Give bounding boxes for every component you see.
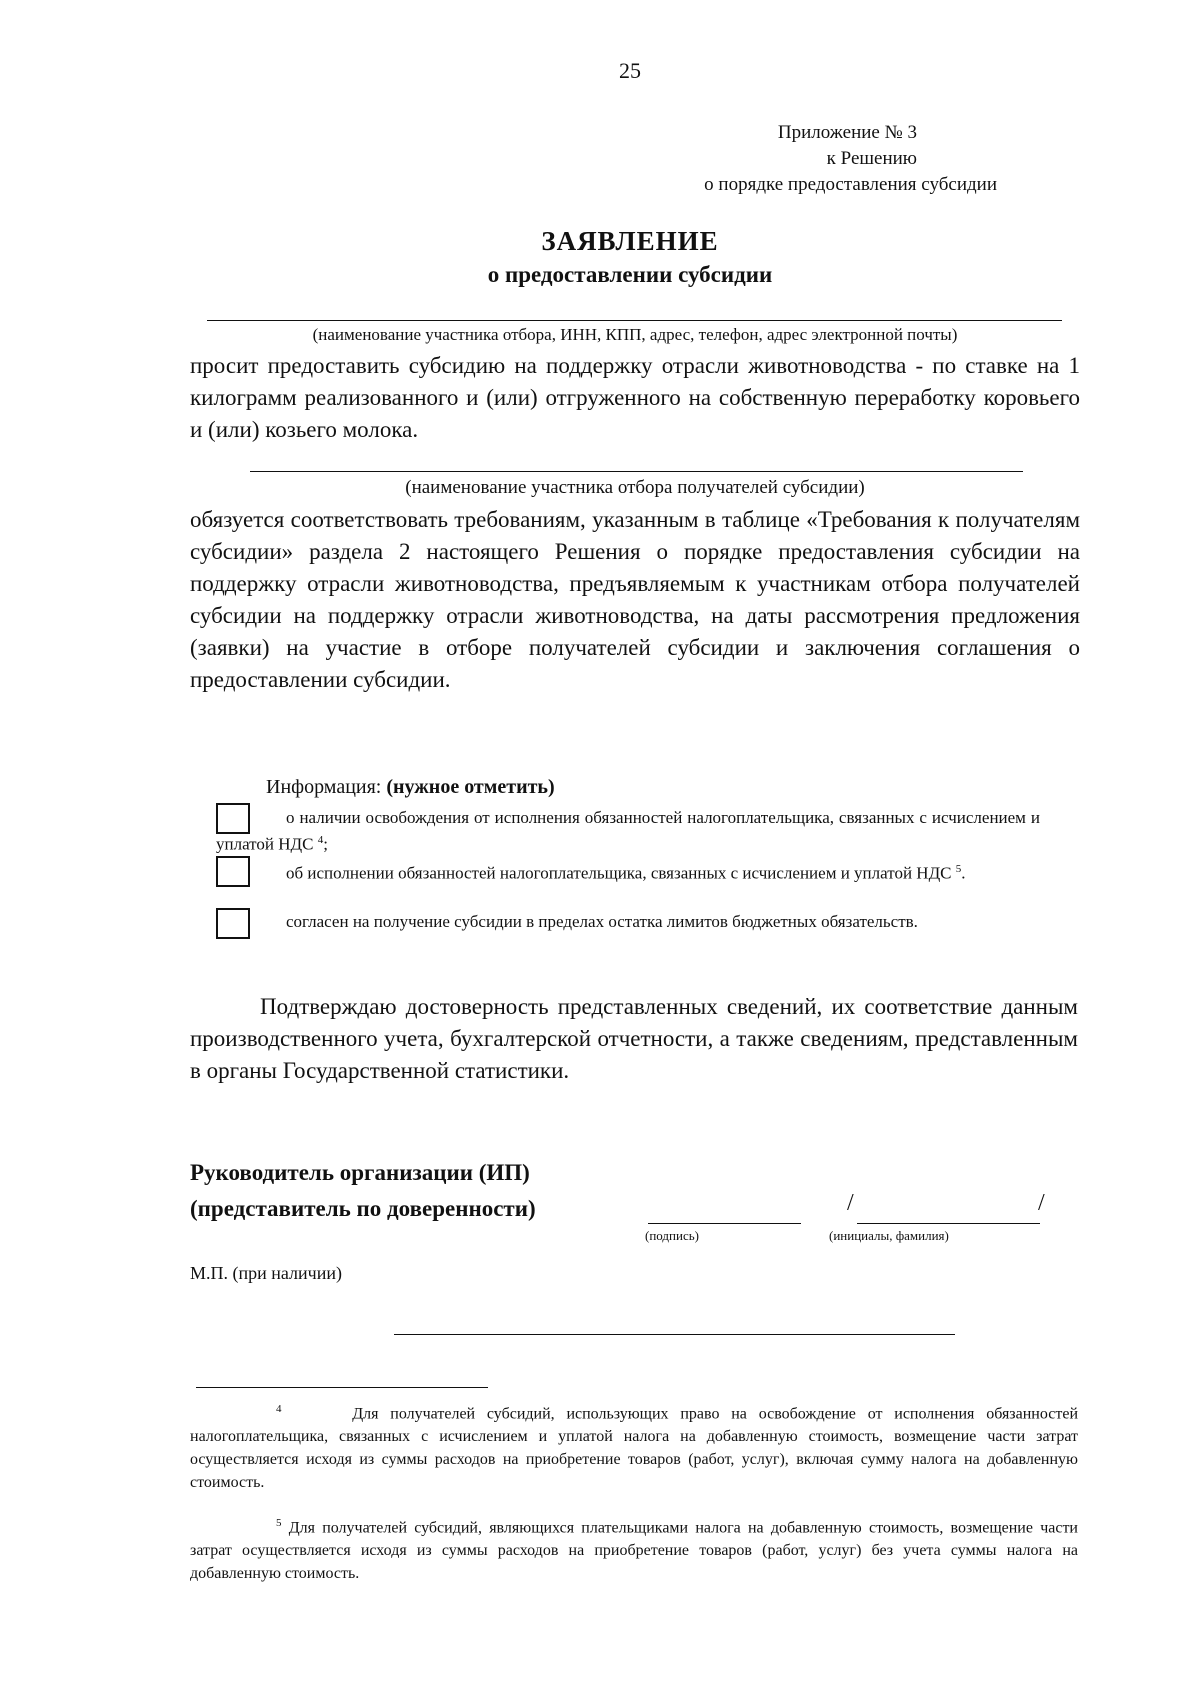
checkbox-vat-payer-label [216, 858, 1040, 885]
footnote-ref-4: 4 [317, 834, 324, 846]
checkbox-vat-exemption-text: о наличии освобождения от исполнения обязанностей налогоплательщика, связанных с исчислением и уплатой НДС [216, 808, 1040, 854]
applicant-caption: (наименование участника отбора, ИНН, КПП, адрес, телефон, адрес электронной почты) [312, 325, 958, 344]
footnote-5-number: 5 [276, 1517, 282, 1529]
request-paragraph: просит предоставить субсидию на поддержку отрасли животноводства - по ставке на 1 килограмм реализованного и (или) отгруженного на собственную переработку коровьего и (или) козьего молока. [190, 353, 1080, 442]
name-line[interactable] [857, 1223, 1040, 1224]
appendix-line-3: о порядке предоставления субсидии [704, 174, 997, 195]
footnote-4-number: 4 [276, 1403, 282, 1415]
signature-caption: (подпись) [645, 1228, 699, 1243]
name-slash-left: / [847, 1190, 854, 1216]
document-title: ЗАЯВЛЕНИЕ [541, 226, 719, 256]
applicant-blank-line [207, 320, 1062, 321]
obligation-paragraph: обязуется соответствовать требованиям, указанным в таблице «Требования к получателям субсидии» раздела 2 настоящего Решения о порядке предоставления субсидии на поддержку отрасли животноводства, предъявляемым к участникам отбора получателей субсидии на поддержку отрасли животноводства, на даты рассмотрения предложения (заявки) на участие в отборе получателей субсидии и заключения соглашения о предоставлении субсидии. [190, 507, 1080, 692]
participant-blank-line [250, 471, 1023, 472]
footnote-5 [190, 1512, 1078, 1585]
info-label-text: Информация: [266, 776, 387, 798]
footnote-separator [196, 1387, 488, 1388]
confirmation-paragraph: Подтверждаю достоверность представленных сведений, их соответствие данным производственного учета, бухгалтерской отчетности, а также сведениям, представленным в органы Государственной статистики. [190, 994, 1078, 1083]
separator-line [394, 1334, 955, 1335]
participant-caption: (наименование участника отбора получателей субсидии) [405, 477, 865, 498]
document-subtitle: о предоставлении субсидии [487, 262, 773, 287]
checkbox-vat-exemption-tail: ; [323, 834, 328, 854]
signature-head-representative: (представитель по доверенности) [190, 1196, 536, 1221]
info-label-bold: (нужное отметить) [386, 776, 555, 798]
checkbox-vat-payer-text: об исполнении обязанностей налогоплательщика, связанных с исчислением и уплатой НДС [286, 863, 952, 883]
signature-head-title: Руководитель организации (ИП) [190, 1160, 530, 1185]
appendix-line-1: Приложение № 3 [777, 122, 917, 143]
footnote-4-text: Для получателей субсидий, использующих право на освобождение от исполнения обязанностей налогоплательщика, связанных с исчислением и уплатой налога на добавленную стоимость, возмещение части затрат осуществляется исходя из суммы расходов на приобретение товаров (работ, услуг), включая сумму налога на добавленную стоимость. [190, 1405, 1079, 1492]
stamp-label: М.П. (при наличии) [190, 1263, 342, 1283]
page-number: 25 [619, 58, 641, 83]
footnote-5-text: Для получателей субсидий, являющихся плательщиками налога на добавленную стоимость, возмещение части затрат осуществляется исходя из суммы расходов на приобретение товаров (работ, услуг) без учета суммы налога на добавленную стоимость. [190, 1519, 1078, 1583]
checkbox-vat-exemption-label [216, 806, 1040, 856]
name-slash-right: / [1038, 1190, 1045, 1216]
signature-line[interactable] [648, 1223, 801, 1224]
footnote-4 [190, 1398, 1078, 1494]
checkbox-budget-limits-label [216, 910, 1040, 933]
checkbox-budget-limits-text: согласен на получение субсидии в пределах остатка лимитов бюджетных обязательств. [286, 912, 918, 931]
appendix-line-2: к Решению [826, 148, 917, 169]
checkbox-vat-payer-tail: . [961, 863, 966, 883]
info-label [266, 776, 555, 799]
footnote-ref-5: 5 [955, 863, 962, 875]
name-caption: (инициалы, фамилия) [829, 1228, 949, 1243]
